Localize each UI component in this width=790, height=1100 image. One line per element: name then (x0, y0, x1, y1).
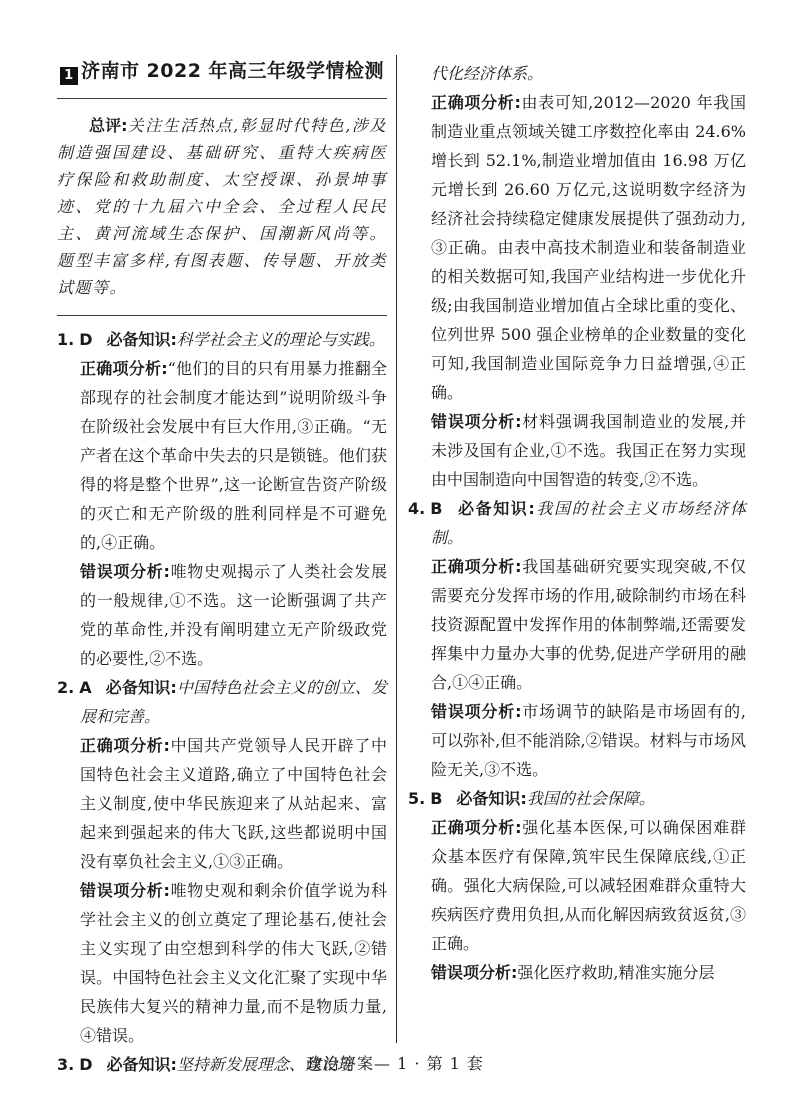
overview-label: 总评: (89, 116, 128, 135)
knowledge-text: 我国的社会主义市场经济体制。 (431, 499, 746, 547)
paper-title-text: 济南市 2022 年高三年级学情检测 (80, 60, 385, 82)
knowledge-text: 中国特色社会主义的创立、发展和完善。 (80, 678, 387, 726)
item-analysis (57, 354, 387, 557)
analysis-text: “他们的目的只有用暴力推翻全部现存的社会制度才能达到”说明阶级斗争在阶级社会发展中有巨大作用,③正确。“无产者在这个革命中失去的只是锁链。他们获得的将是整个世界”,这一论断宣告资产阶级的灭亡和无产阶级的胜利同样是不可避免的,④正确。 (80, 359, 387, 552)
analysis-text: 材料强调我国制造业的发展,并未涉及国有企业,①不选。我国正在努力实现由中国制造向中国智造的转变,②不选。 (431, 412, 746, 489)
knowledge-label: 必备知识: (105, 678, 177, 697)
analysis-label: 正确项分析: (431, 557, 522, 576)
item-answer: D (79, 330, 93, 349)
item-analysis (408, 88, 746, 407)
analysis-text: 强化医疗救助,精准实施分层 (517, 963, 715, 982)
title-number-badge: 1 (60, 67, 78, 85)
item-knowledge (408, 784, 746, 813)
continuation-text: 代化经济体系。 (431, 64, 544, 83)
knowledge-text: 我国的社会保障。 (526, 789, 655, 808)
analysis-label: 错误项分析: (431, 412, 522, 431)
paper-title (57, 50, 387, 98)
item-analysis (408, 697, 746, 784)
analysis-text: 唯物史观和剩余价值学说为科学社会主义的创立奠定了理论基石,使社会主义实现了由空想到科学的伟大飞跃,②错误。中国特色社会主义文化汇聚了实现中华民族伟大复兴的精神力量,而不是物质力量,④错误。 (80, 881, 387, 1045)
item-knowledge (57, 325, 387, 354)
item-analysis (57, 557, 387, 673)
knowledge-text: 坚持新发展理念、建设现 (176, 1055, 353, 1074)
item-answer: D (79, 1055, 93, 1074)
knowledge-label: 必备知识: (456, 499, 535, 518)
item-answer: A (79, 678, 92, 697)
knowledge-label: 必备知识: (106, 330, 177, 349)
knowledge-label: 必备知识: (456, 789, 527, 808)
analysis-text: 由表可知,2012—2020 年我国制造业重点领域关键工序数控化率由 24.6%增长到 52.1%,制造业增加值由 16.98 万亿元增长到 26.60 万亿元,这说明数字经济为经济社会持续稳定健康发展提供了强劲动力,③正确。由表中高技术制造业和装备制造业的相关数据可知,我国产业结构进一步优化升级;由我国制造业增加值占全球比重的变化、位列世界 500 强企业榜单的企业数量的变化可知,我国制造业国际竞争力日益增强,④正确。 (431, 93, 746, 402)
item-analysis (57, 731, 387, 876)
column-left (57, 50, 387, 1079)
analysis-label: 错误项分析: (431, 702, 522, 721)
item-number: 5. (408, 789, 426, 808)
analysis-label: 正确项分析: (80, 736, 170, 755)
item-analysis (408, 958, 746, 987)
item-number: 1. (57, 330, 75, 349)
item-analysis (408, 813, 746, 958)
item-number: 4. (408, 499, 426, 518)
footer-page-label: 政治答案— 1 · 第 1 套 (306, 1054, 484, 1073)
analysis-label: 错误项分析: (80, 881, 170, 900)
analysis-text: 我国基础研究要实现突破,不仅需要充分发挥市场的作用,破除制约市场在科技资源配置中发挥作用的体制弊端,还需要发挥集中力量办大事的优势,促进产学研用的融合,①④正确。 (431, 557, 746, 692)
knowledge-label: 必备知识: (106, 1055, 177, 1074)
analysis-label: 正确项分析: (431, 818, 522, 837)
item-analysis (408, 407, 746, 494)
item-knowledge (57, 673, 387, 731)
item-number: 2. (57, 678, 75, 697)
analysis-text: 市场调节的缺陷是市场固有的,可以弥补,但不能消除,②错误。材料与市场风险无关,③不选。 (431, 702, 746, 779)
analysis-text: 唯物史观揭示了人类社会发展的一般规律,①不选。这一论断强调了共产党的革命性,并没有阐明建立无产阶级政党的必要性,②不选。 (80, 562, 387, 668)
left-column-items (57, 316, 387, 1079)
item-continuation (408, 59, 746, 88)
analysis-label: 正确项分析: (80, 359, 168, 378)
item-analysis (57, 876, 387, 1050)
analysis-text: 强化基本医保,可以确保困难群众基本医疗有保障,筑牢民生保障底线,①正确。强化大病保险,可以减轻困难群众重特大疾病医疗费用负担,从而化解因病致贫返贫,③正确。 (431, 818, 746, 953)
column-right (408, 50, 746, 987)
analysis-label: 错误项分析: (80, 562, 170, 581)
knowledge-text: 科学社会主义的理论与实践。 (176, 330, 385, 349)
overview-paragraph (57, 99, 387, 315)
analysis-label: 正确项分析: (431, 93, 521, 112)
analysis-label: 错误项分析: (431, 963, 518, 982)
item-number: 3. (57, 1055, 75, 1074)
item-knowledge (408, 494, 746, 552)
right-column-items (408, 50, 746, 987)
item-answer: B (430, 789, 443, 808)
overview-text: 关注生活热点,彰显时代特色,涉及制造强国建设、基础研究、重特大疾病医疗保险和救助制度、太空授课、孙景坤事迹、党的十九届六中全会、全过程人民民主、黄河流域生态保护、国潮新风尚等。题型丰富多样,有图表题、传导题、开放类试题等。 (57, 116, 387, 297)
column-divider-line (396, 55, 397, 1043)
item-answer: B (430, 499, 443, 518)
item-analysis (408, 552, 746, 697)
analysis-text: 中国共产党领导人民开辟了中国特色社会主义道路,确立了中国特色社会主义制度,使中华民族迎来了从站起来、富起来到强起来的伟大飞跃,这些都说明中国没有辜负社会主义,①③正确。 (80, 736, 387, 871)
